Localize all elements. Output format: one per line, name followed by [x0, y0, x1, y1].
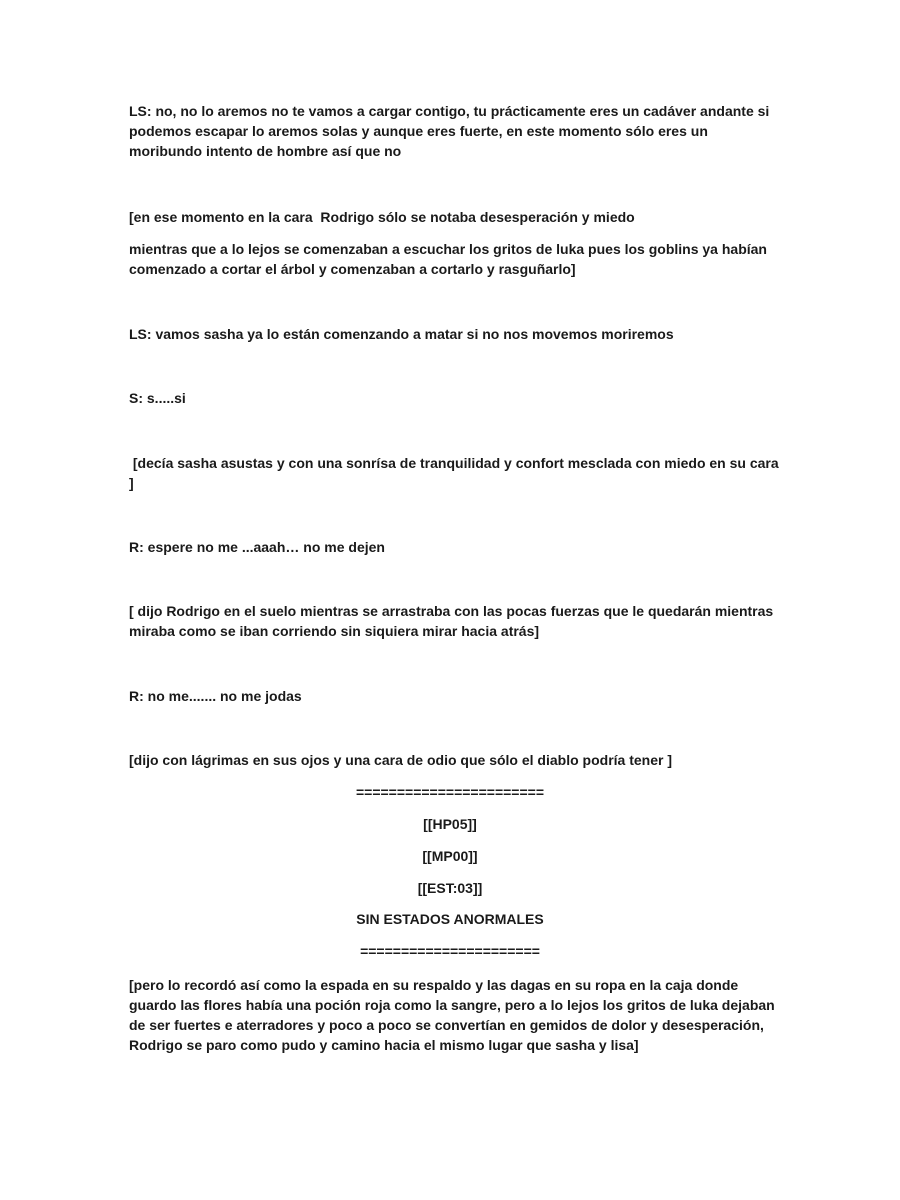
status-est: [[EST:03]] — [417, 880, 483, 896]
paragraph-ls-refusal: LS: no, no lo aremos no te vamos a cargar contigo, tu prácticamente eres un cadáver andante si podemos escapar lo aremos solas y aunque eres fuerte, en este momento sólo eres un moribundo intento de hombre así que no — [129, 103, 774, 159]
status-separator-top: ======================= — [355, 784, 545, 800]
paragraph-rodrigo-crawling: [ dijo Rodrigo en el suelo mientras se arrastraba con las pocas fuerzas que le quedarán mientras miraba como se iban corriendo sin siquiera mirar hacia atrás] — [129, 603, 778, 639]
paragraph-ls-urgency: LS: vamos sasha ya lo están comenzando a matar si no nos movemos moriremos — [129, 326, 674, 342]
paragraph-rodrigo-plea: R: espere no me ...aaah… no me dejen — [129, 539, 385, 555]
paragraph-rodrigo-hatred: [dijo con lágrimas en sus ojos y una cara de odio que sólo el diablo podría tener ] — [129, 752, 672, 768]
status-separator-bottom: ====================== — [360, 943, 540, 959]
paragraph-sasha-description: [decía sasha asustas y con una sonrísa de tranquilidad y confort mesclada con miedo en su cara ] — [129, 455, 783, 491]
paragraph-sasha-reply: S: s.....si — [129, 390, 186, 406]
status-state: SIN ESTADOS ANORMALES — [356, 911, 544, 927]
status-hp: [[HP05]] — [423, 816, 477, 832]
paragraph-closing: [pero lo recordó así como la espada en su respaldo y las dagas en su ropa en la caja donde guardo las flores había una poción roja como la sangre, pero a lo lejos los gritos de luka dejaban de ser fuertes e aterradores y poco a poco se convertían en gemidos de dolor y desesperación, Rodrigo se paro como pudo y camino hacia el mismo lugar que sasha y lisa] — [129, 977, 779, 1053]
paragraph-rodrigo-curse: R: no me....... no me jodas — [129, 688, 302, 704]
status-mp: [[MP00]] — [422, 848, 478, 864]
paragraph-rodrigo-expression: [en ese momento en la cara Rodrigo sólo se notaba desesperación y miedo — [129, 209, 635, 225]
paragraph-goblins-attack: mientras que a lo lejos se comenzaban a escuchar los gritos de luka pues los goblins ya habían comenzado a cortar el árbol y comenzaban a cortarlo y rasguñarlo] — [129, 241, 771, 277]
